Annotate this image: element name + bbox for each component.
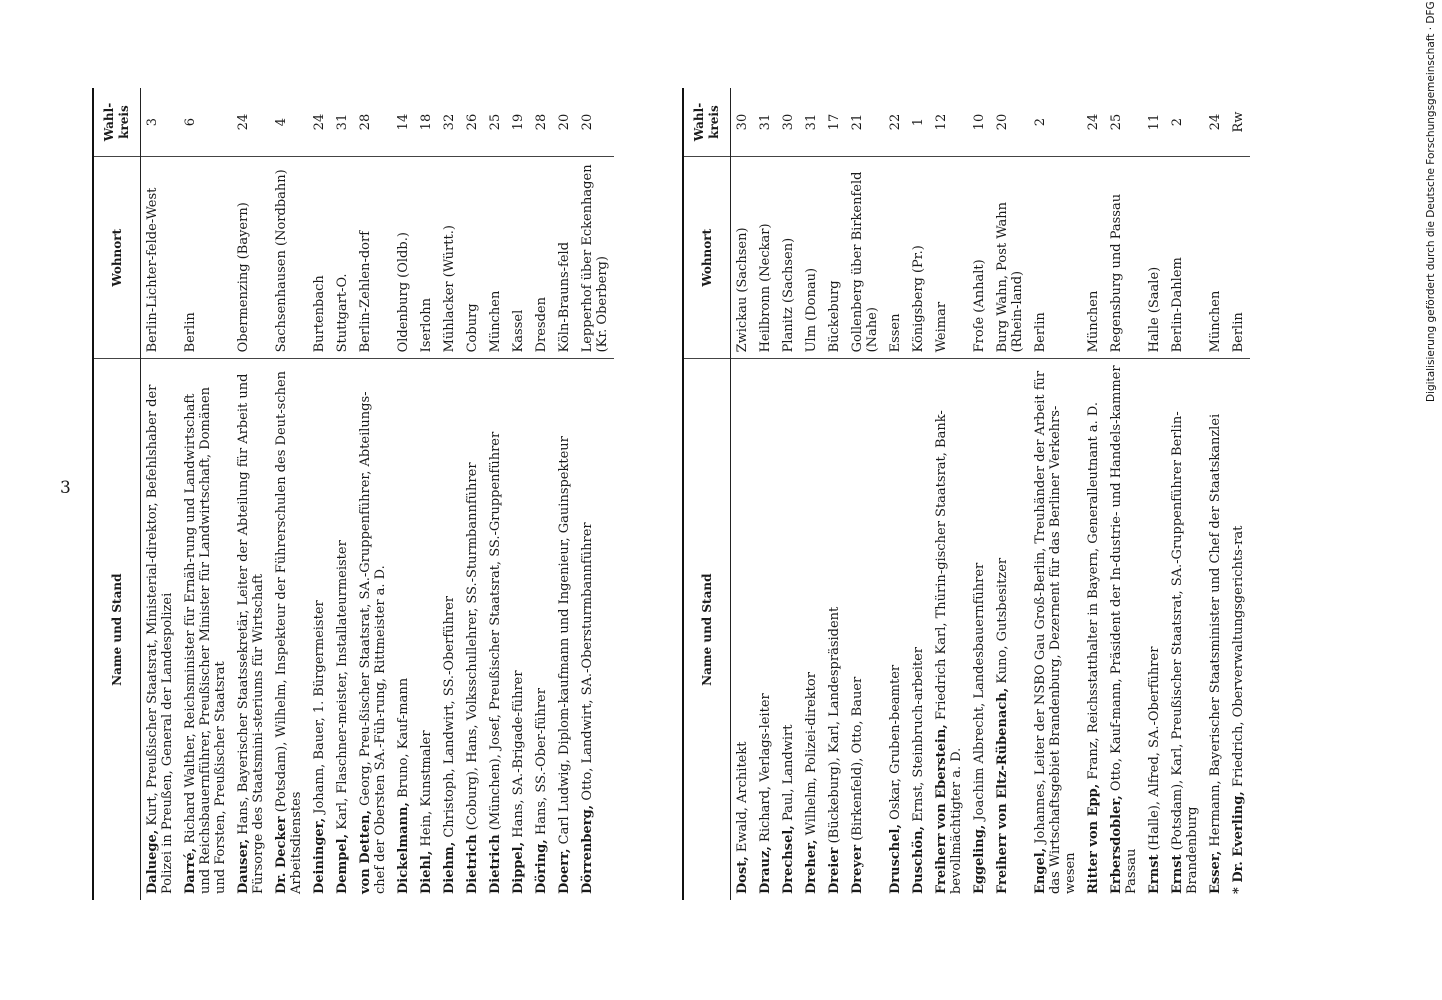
entry-wahlkreis: 24: [312, 113, 327, 131]
header-wahlkreis: Wahl-kreis: [93, 88, 141, 157]
entry-surname: Döring,: [534, 839, 549, 894]
entry-name-stand: [991, 359, 1029, 900]
header-wohnort: Wohnort: [683, 157, 731, 359]
entry-surname: Dr. Decker: [274, 816, 289, 894]
entry-description: Richard Walther, Reichsminister für Ernäh-rung und Landwirtschaft und Reichsbauernführer, Preußischer Minister für Landwirtschaft, Domänen und Forsten, Preußischer Staatsrat: [183, 386, 228, 894]
entry-wohnort: Zwickau (Sachsen): [731, 157, 755, 359]
entry-description: Oskar, Gruben-beamter: [888, 664, 903, 824]
entry-surname: Dietrich: [465, 834, 480, 894]
register-entry: [777, 88, 800, 900]
entry-wohnort: Köln-Brauns-feld: [553, 157, 576, 359]
register-entry: [507, 88, 530, 900]
entry-wahlkreis: 26: [465, 113, 480, 131]
entry-wahlkreis: 32: [442, 113, 457, 131]
entry-wohnort: Oldenburg (Oldb.): [392, 157, 415, 359]
entry-description: Hein, Kunstmaler: [419, 730, 434, 851]
entry-wohnort: München: [1082, 157, 1105, 359]
entry-description: (Bückeburg), Karl, Landespräsident: [827, 606, 842, 848]
entry-description: Friedrich, Oberverwaltungsgerichts-rat: [1231, 525, 1246, 792]
entry-surname: Druschel,: [888, 824, 903, 894]
entry-wohnort: Burtenbach: [308, 157, 331, 359]
entry-name-stand: [438, 359, 461, 900]
entry-description: Otto, Kauf-mann, Präsident der In-dustrie- und Handels-kammer Passau: [1109, 365, 1139, 894]
entry-surname: Darré,: [183, 847, 198, 894]
register-entry: [1166, 88, 1204, 900]
entry-description: Hans, SS.-Ober-führer: [534, 688, 549, 840]
entry-description: Hans, Bayerischer Staatssekretär, Leiter der Abteilung für Arbeit und Fürsorge des Staatsmini-steriums für Wirtschaft: [236, 373, 266, 894]
register-entry: [438, 88, 461, 900]
entry-surname: Dreyer: [850, 844, 865, 894]
entry-description: Ewald, Architekt: [735, 741, 750, 857]
register-entry: [968, 88, 991, 900]
entry-wahlkreis: 1: [911, 117, 926, 127]
register-entry: [141, 88, 180, 900]
entry-wahlkreis: 12: [934, 113, 949, 131]
entry-description: Joachim Albrecht, Landesbauernführer: [972, 562, 987, 825]
entry-surname: Engel,: [1033, 847, 1048, 894]
entry-wohnort: Stuttgart-O.: [331, 157, 354, 359]
entry-description: Johannes, Leiter der NSBO Gau Groß-Berlin, Treuhänder der Arbeit für das Wirtschaftsgebiet Brandenburg, Dezernent für das Berliner Verkehrs-wesen: [1033, 370, 1078, 894]
entry-wohnort: Regensburg und Passau: [1105, 157, 1143, 359]
entry-description: Paul, Landwirt: [781, 724, 796, 826]
entry-name-stand: [754, 359, 777, 900]
entry-wahlkreis: 25: [1109, 113, 1124, 131]
entry-surname: Dickelmann,: [396, 802, 411, 894]
entry-surname: Dreier: [827, 847, 842, 894]
entry-name-stand: [968, 359, 991, 900]
entry-name-stand: [507, 359, 530, 900]
entry-wohnort: Planitz (Sachsen): [777, 157, 800, 359]
entry-surname: Dietrich: [488, 834, 503, 894]
entry-wohnort: Gollenberg über Birkenfeld (Nahe): [846, 157, 884, 359]
register-entry: [331, 88, 354, 900]
entry-surname: Eggeling,: [972, 824, 987, 894]
entry-description: Christoph, Landwirt, SS.-Oberführer: [442, 596, 457, 842]
credit-text: Digitalisierung gefördert durch die Deutsche Forschungsgemeinschaft · DFG: [1425, 1, 1437, 402]
entry-name-stand: [1204, 359, 1227, 900]
register-entry: [232, 88, 270, 900]
entry-wohnort: Königsberg (Pr.): [907, 157, 930, 359]
entry-wahlkreis: 28: [358, 113, 373, 131]
entry-name-stand: [1143, 359, 1166, 900]
register-entry: [991, 88, 1029, 900]
entry-description: Hans, SA.-Brigade-führer: [511, 670, 526, 842]
register-entry: [530, 88, 553, 900]
entry-surname: Esser,: [1208, 850, 1223, 894]
digitization-credit: [1418, 1, 1442, 402]
header-name: Name und Stand: [93, 359, 141, 900]
entry-name-stand: [415, 359, 438, 900]
entry-wohnort: Froſe (Anhalt): [968, 157, 991, 359]
entry-wahlkreis: 31: [335, 113, 350, 131]
entry-description: Bruno, Kauf-mann: [396, 677, 411, 803]
register-entry: [1105, 88, 1143, 900]
entry-wahlkreis: 24: [1208, 113, 1223, 131]
register-entry: [1204, 88, 1227, 900]
entry-description: (Birkenfeld), Otto, Bauer: [850, 676, 865, 845]
entry-name-stand: [179, 359, 232, 900]
entry-wohnort: Weimar: [930, 157, 968, 359]
entry-surname: Deininger,: [312, 817, 327, 894]
entry-name-stand: [884, 359, 907, 900]
entry-wohnort: Burg Wahn, Post Wahn (Rhein-land): [991, 157, 1029, 359]
register-entry: [930, 88, 968, 900]
entry-surname: Dost,: [735, 856, 750, 894]
register-table-left: [92, 88, 614, 900]
entry-description: Friedrich Karl, Thürin-gischer Staatsrat, Bank-bevollmächtigter a. D.: [934, 410, 964, 894]
entry-surname: Dauser,: [236, 838, 251, 894]
entry-wohnort: Halle (Saale): [1143, 157, 1166, 359]
entry-name-stand: [777, 359, 800, 900]
entry-wohnort: Ulm (Donau): [800, 157, 823, 359]
register-entry: [846, 88, 884, 900]
entry-name-stand: [530, 359, 553, 900]
entry-description: Carl Ludwig, Diplom-kaufmann und Ingenieur, Gauinspekteur: [557, 436, 572, 849]
register-page: [92, 88, 1272, 900]
entry-description: Ernst, Steinbruch-arbeiter: [911, 646, 926, 826]
entry-wohnort: Dresden: [530, 157, 553, 359]
entry-wahlkreis: 21: [850, 113, 865, 131]
header-name: Name und Stand: [683, 359, 731, 900]
entry-wohnort: Berlin: [1029, 157, 1082, 359]
entry-name-stand: [553, 359, 576, 900]
entry-wahlkreis: 31: [804, 113, 819, 131]
entry-wahlkreis: 11: [1147, 113, 1162, 131]
register-entry: [179, 88, 232, 900]
entry-wohnort: München: [1204, 157, 1227, 359]
entry-name-stand: [232, 359, 270, 900]
entry-surname: Freiherr von Eltz-Rübenach,: [995, 687, 1010, 894]
entry-wohnort: Iserlohn: [415, 157, 438, 359]
entry-wohnort: Bückeburg: [823, 157, 846, 359]
register-entry: [823, 88, 846, 900]
entry-wohnort: Heilbronn (Neckar): [754, 157, 777, 359]
entry-wahlkreis: 20: [557, 113, 572, 131]
entry-description: Franz, Reichsstatthalter in Bayern, Generalleutnant a. D.: [1086, 402, 1101, 784]
entry-description: (Coburg), Hans, Volksschullehrer, SS.-Sturmbannführer: [465, 462, 480, 835]
entry-name-stand: [270, 359, 308, 900]
entry-description: Karl, Flaschner-meister, Installateurmeister: [335, 540, 350, 834]
entry-surname: von Detten,: [358, 809, 373, 894]
entry-wahlkreis: 24: [1086, 113, 1101, 131]
register-entry: [800, 88, 823, 900]
entry-description: Kuno, Gutsbesitzer: [995, 557, 1010, 688]
entry-name-stand: [461, 359, 484, 900]
entry-description: Otto, Landwirt, SA.-Obersturmbannführer: [580, 522, 595, 805]
entry-name-stand: [1166, 359, 1204, 900]
entry-wahlkreis: 17: [827, 113, 842, 131]
entry-wahlkreis: 20: [580, 113, 595, 131]
entry-name-stand: [800, 359, 823, 900]
entry-surname: Freiherr von Eberstein,: [934, 724, 949, 894]
entry-wohnort: Berlin-Dahlem: [1166, 157, 1204, 359]
entry-name-stand: [930, 359, 968, 900]
entry-description: Richard, Verlags-leiter: [758, 693, 773, 847]
entry-name-stand: [308, 359, 331, 900]
entry-surname: Daluege,: [145, 829, 160, 894]
entry-name-stand: [1227, 359, 1250, 900]
entry-surname: Erbersdobler,: [1109, 795, 1124, 894]
entry-wahlkreis: 19: [511, 113, 526, 131]
register-entry: [576, 88, 614, 900]
entry-surname: Ernst: [1147, 854, 1162, 894]
entry-wohnort: Kassel: [507, 157, 530, 359]
entry-description: Kurt, Preußischer Staatsrat, Ministerial-direktor, Befehlshaber der Polizei in Preußen, General der Landespolizei: [145, 384, 175, 894]
entry-surname: Dippel,: [511, 841, 526, 894]
entry-wohnort: Lepperhof über Eckenhagen (Kr. Oberberg): [576, 157, 614, 359]
entry-description: Johann, Bauer, 1. Bürgermeister: [312, 600, 327, 818]
register-entry: [884, 88, 907, 900]
register-entry: [270, 88, 308, 900]
register-entry: [553, 88, 576, 900]
entry-wahlkreis: Rw: [1231, 111, 1246, 133]
entry-wahlkreis: 4: [274, 117, 289, 127]
entry-wahlkreis: 2: [1170, 117, 1185, 127]
entry-wahlkreis: 28: [534, 113, 549, 131]
entry-name-stand: [823, 359, 846, 900]
register-entry: [461, 88, 484, 900]
entry-description: Georg, Preu-ßischer Staatsrat, SA.-Gruppenführer, Abteilungs-chef der Obersten SA.-Füh-rung, Rittmeister a. D.: [358, 391, 388, 894]
register-entry: [392, 88, 415, 900]
entry-wahlkreis: 30: [781, 113, 796, 131]
page-number: 3: [60, 478, 71, 498]
header-wohnort: Wohnort: [93, 157, 141, 359]
entry-wohnort: Mühlacker (Württ.): [438, 157, 461, 359]
entry-surname: Dörrenberg,: [580, 804, 595, 894]
entry-description: Hermann, Bayerischer Staatsminister und Chef der Staatskanzlei: [1208, 413, 1223, 851]
entry-wahlkreis: 6: [183, 117, 198, 127]
entry-description: (Potsdam), Wilhelm, Inspekteur der Führerschulen des Deut-schen Arbeitsdienstes: [274, 370, 304, 894]
register-entry: [1143, 88, 1166, 900]
entry-description: Wilhelm, Polizei-direktor: [804, 672, 819, 840]
entry-name-stand: [731, 359, 755, 900]
entry-surname: Doerr,: [557, 848, 572, 894]
entry-wahlkreis: 20: [995, 113, 1010, 131]
entry-wohnort: Berlin: [1227, 157, 1250, 359]
entry-name-stand: [141, 359, 180, 900]
entry-name-stand: [846, 359, 884, 900]
entry-wahlkreis: 10: [972, 113, 987, 131]
entry-wahlkreis: 25: [488, 113, 503, 131]
entry-surname: Drechsel,: [781, 825, 796, 894]
entry-surname: Drauz,: [758, 846, 773, 894]
entry-wahlkreis: 24: [236, 113, 251, 131]
entry-surname: Ernst: [1170, 854, 1185, 894]
entry-wohnort: München: [484, 157, 507, 359]
entry-description: (München), Josef, Preußischer Staatsrat, SS.-Gruppenführer: [488, 431, 503, 835]
register-entry: [484, 88, 507, 900]
entry-name-stand: [331, 359, 354, 900]
register-entry: [415, 88, 438, 900]
entry-name-stand: [1082, 359, 1105, 900]
entry-surname: Dreher,: [804, 839, 819, 894]
register-entry: [1029, 88, 1082, 900]
entry-description: (Halle), Alfred, SA.-Oberführer: [1147, 646, 1162, 855]
entry-name-stand: [484, 359, 507, 900]
entry-wahlkreis: 3: [145, 117, 160, 127]
entry-wahlkreis: 30: [735, 113, 750, 131]
asterisk-mark: *: [1231, 882, 1246, 894]
entry-wohnort: Essen: [884, 157, 907, 359]
entry-wahlkreis: 14: [396, 113, 411, 131]
entry-surname: Ritter von Epp,: [1086, 783, 1101, 894]
entry-surname: Diehm,: [442, 841, 457, 894]
entry-surname: Duschön,: [911, 825, 926, 894]
entry-wohnort: Sachsenhausen (Nordbahn): [270, 157, 308, 359]
entry-name-stand: [1029, 359, 1082, 900]
entry-name-stand: [354, 359, 392, 900]
entry-wahlkreis: 31: [758, 113, 773, 131]
register-entry: [754, 88, 777, 900]
entry-wohnort: Berlin-Lichter-felde-West: [141, 157, 180, 359]
entry-wahlkreis: 22: [888, 113, 903, 131]
register-entry: [308, 88, 331, 900]
entry-surname: Dr. Everling,: [1231, 791, 1246, 883]
register-table-right: [682, 88, 1250, 900]
entry-wahlkreis: 2: [1033, 117, 1048, 127]
entry-wohnort: Coburg: [461, 157, 484, 359]
entry-surname: Dempel,: [335, 833, 350, 894]
entry-wohnort: Berlin-Zehlen-dorf: [354, 157, 392, 359]
entry-wohnort: Obermenzing (Bayern): [232, 157, 270, 359]
entry-surname: Diehl,: [419, 850, 434, 894]
entry-name-stand: [1105, 359, 1143, 900]
entry-description: (Potsdam), Karl, Preußischer Staatsrat, SA.-Gruppenführer Berlin-Brandenburg: [1170, 411, 1200, 894]
entry-name-stand: [576, 359, 614, 900]
entry-name-stand: [392, 359, 415, 900]
entry-wohnort: Berlin: [179, 157, 232, 359]
header-wahlkreis: Wahl-kreis: [683, 88, 731, 157]
entry-wahlkreis: 18: [419, 113, 434, 131]
register-entry: [731, 88, 755, 900]
entry-name-stand: [907, 359, 930, 900]
register-entry: [1227, 88, 1250, 900]
register-entry: [354, 88, 392, 900]
register-entry: [1082, 88, 1105, 900]
register-entry: [907, 88, 930, 900]
